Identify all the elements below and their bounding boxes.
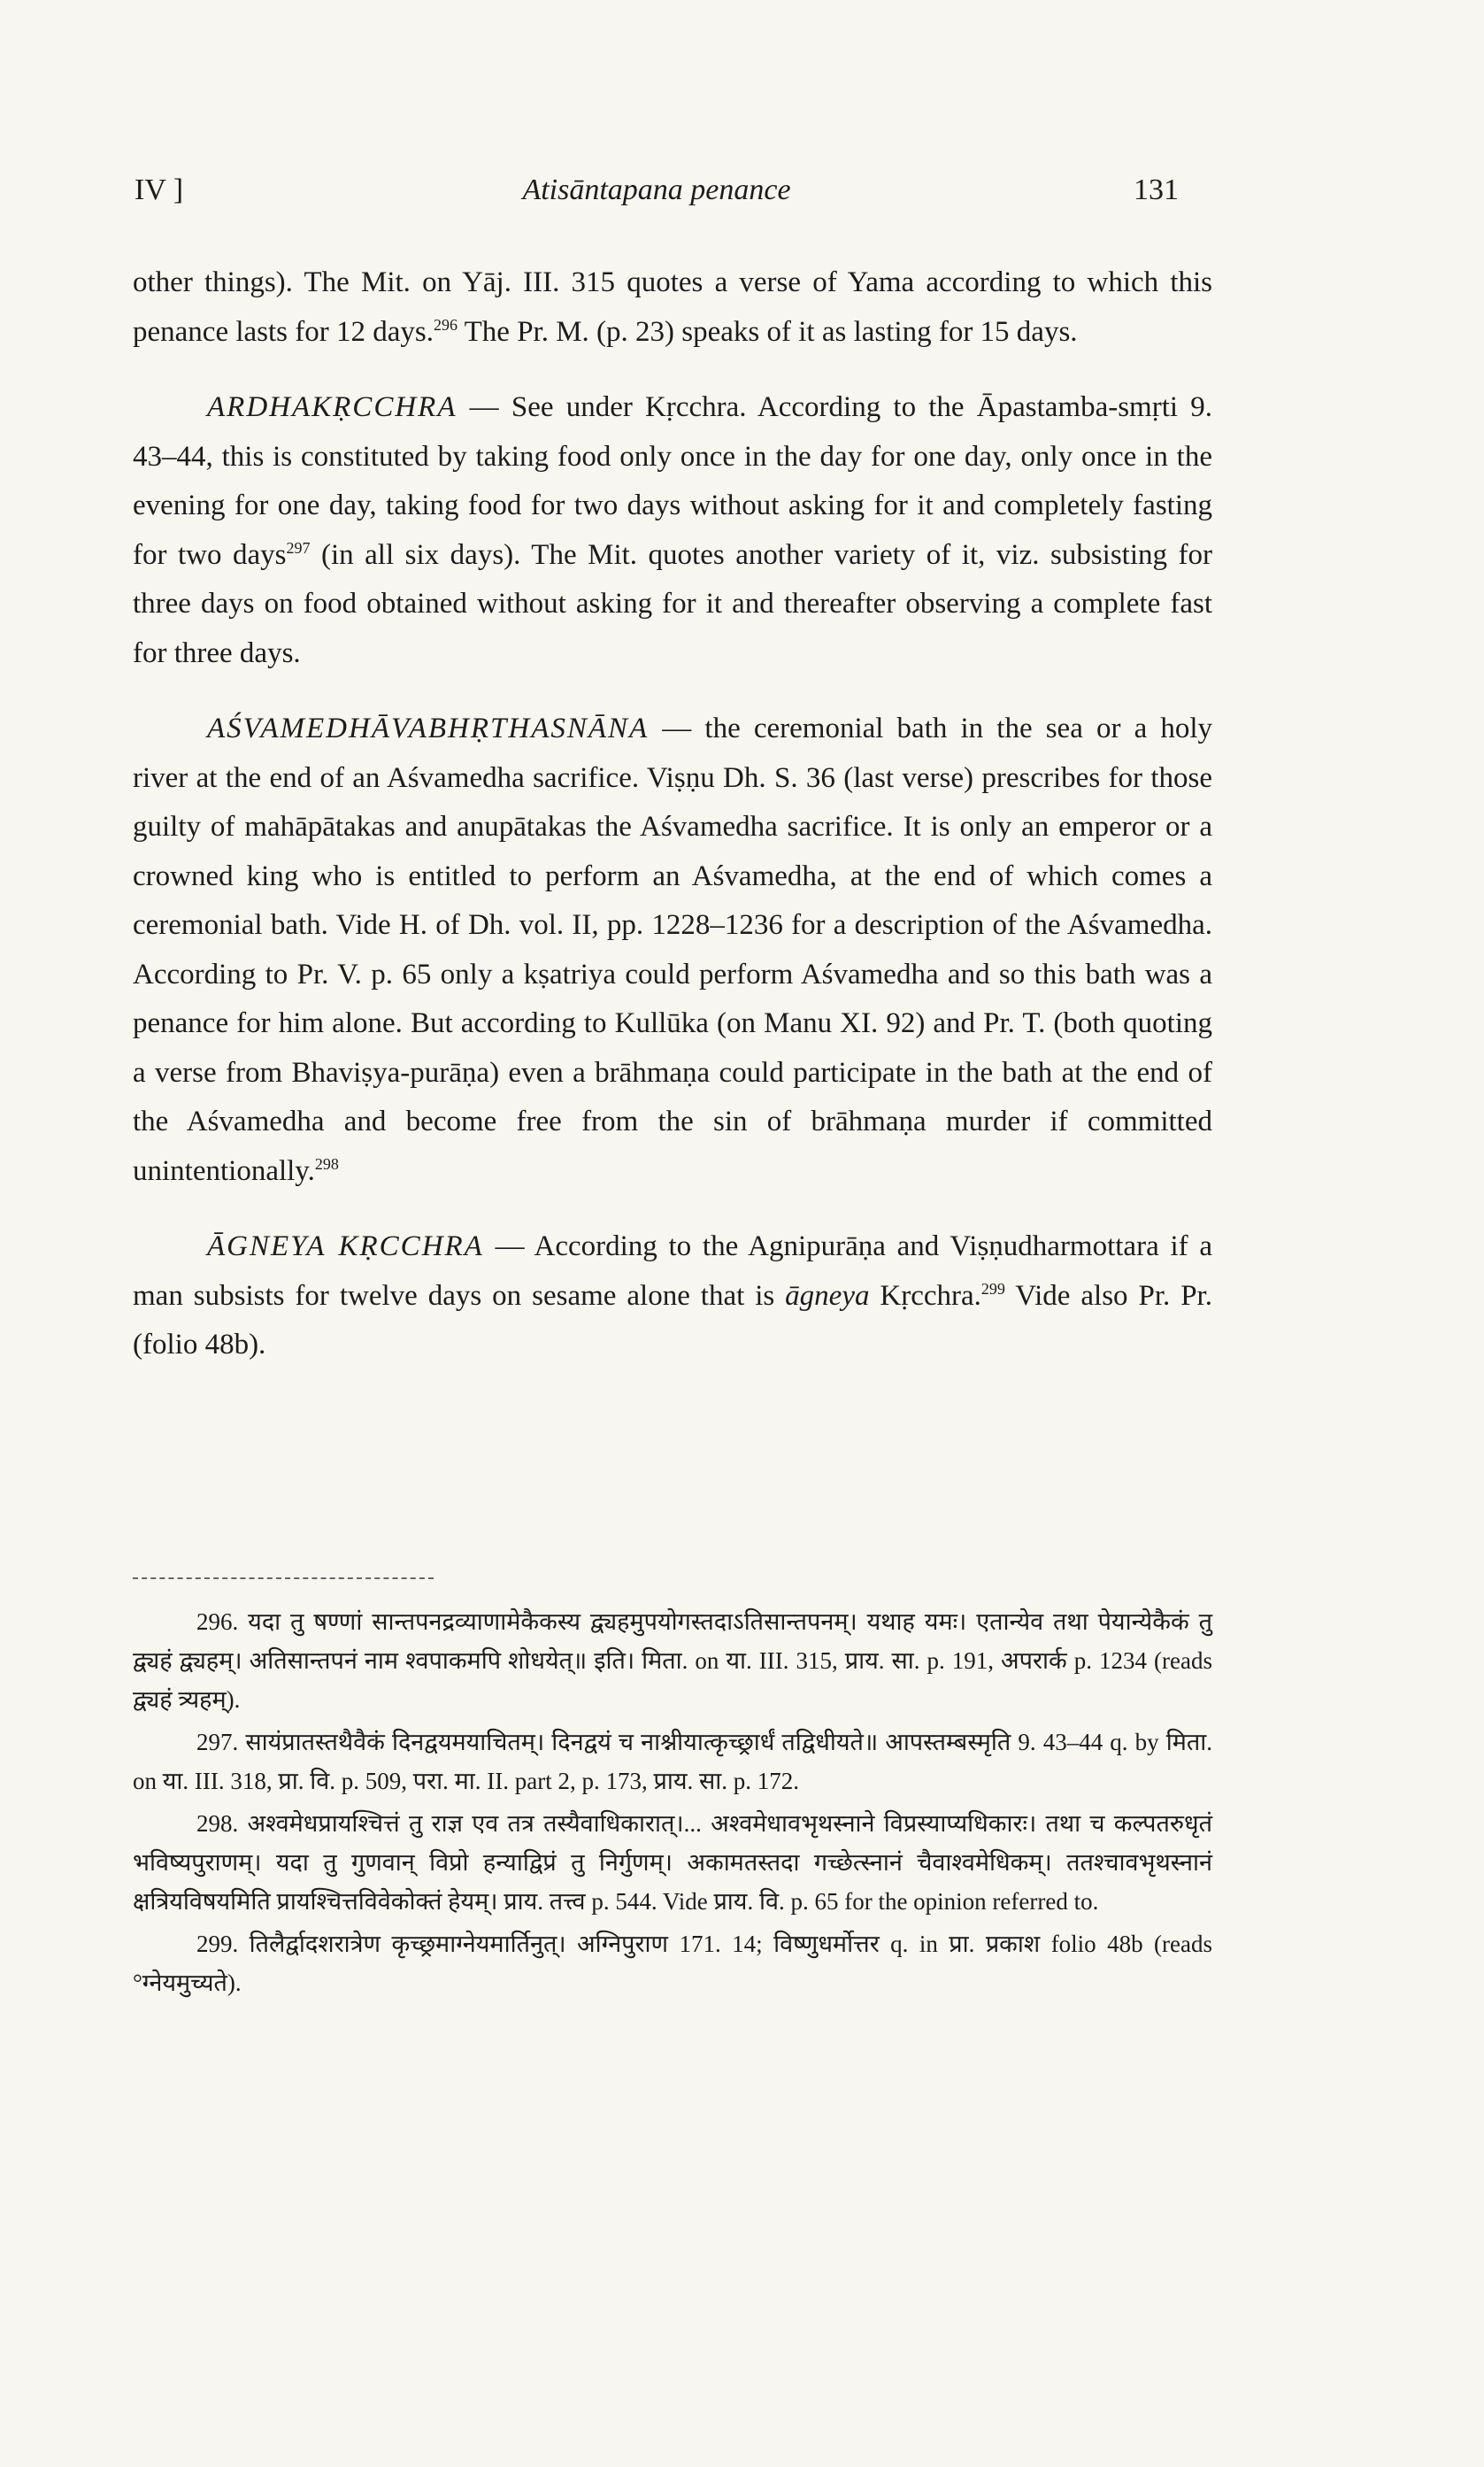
footnote-297: 297. सायंप्रातस्तथैवैकं दिनद्वयमयाचितम्। दिनद्वयं च नाश्नीयात्कृच्छ्रार्धं तद्विधीयते॥ आपस्तम्बस्मृति 9. 43–44 q. by मिता. on या. III. 318, प्रा. वि. p. 509, परा. मा. II. part 2, p. 173, प्राय. सा. p. 172. <box>133 1729 1212 1794</box>
main-text <box>133 258 1212 1370</box>
footnotes <box>133 1602 1212 2006</box>
paragraph-continued: other things). The Mit. on Yāj. III. 315 quotes a verse of Yama according to which this penance lasts for 12 days.$^{296}$ The Pr. M. (p. 23) speaks of it as lasting for 15 days. <box>133 266 1212 348</box>
entry-asvamedhavabhrthasnana: AŚVAMEDHĀVABHṚTHASNĀNA — the ceremonial bath in the sea or a holy river at the end of an Aśvamedha sacrifice. Viṣṇu Dh. S. 36 (last verse) prescribes for those guilty of mahāpātakas and anupātakas the Aśvamedha sacrifice. It is only an emperor or a crowned king who is entitled to perform an Aśvamedha, at the end of which comes a ceremonial bath. Vide H. of Dh. vol. II, pp. 1228–1236 for a description of the Aśvamedha. According to Pr. V. p. 65 only a kṣatriya could perform Aśvamedha and so this bath was a penance for him alone. But according to Kullūka (on Manu XI. 92) and Pr. T. (both quoting a verse from Bhaviṣya-purāṇa) even a brāhmaṇa could participate in the bath at the end of the Aśvamedha and become free from the sin of brāhmaṇa murder if committed unintentionally.$^{298}$ <box>133 713 1212 1187</box>
footnote-ref-298: 298 <box>314 1154 339 1173</box>
entry-ardhakrcchra: ARDHAKṚCCHRA — See under Kṛcchra. According to the Āpastamba-smṛti 9. 43–44, this is constituted by taking food only once in the day for one day, only once in the evening for one day, taking food for two days without asking for it and completely fasting for two days$^{297}$ (in all six days). The Mit. quotes another variety of it, viz. subsisting for three days on food obtained without asking for it and thereafter observing a complete fast for three days. <box>133 391 1212 669</box>
chapter-marker: IV ] <box>135 173 184 206</box>
entry-agneya-krcchra: ĀGNEYA KṚCCHRA — According to the Agnipurāṇa and Viṣṇudharmottara if a man subsists for twelve days on sesame alone that is āgneya Kṛcchra.$^{299}$ Vide also Pr. Pr. (folio 48b). <box>133 1230 1212 1361</box>
footnote-299: 299. तिलैर्द्वादशरात्रेण कृच्छ्रमाग्नेयमार्तिनुत्। अग्निपुराण 171. 14; विष्णुधर्मोत्तर q. in प्रा. प्रकाश folio 48b (reads °ग्नेयमुच्यते). <box>133 1931 1212 1996</box>
footnote-ref-297: 297 <box>286 538 311 557</box>
page-number: 131 <box>1134 173 1179 206</box>
entry-term: ĀGNEYA KṚCCHRA <box>207 1230 484 1262</box>
footnote-298: 298. अश्वमेधप्रायश्चित्तं तु राज्ञ एव तत्र तस्यैवाधिकारात्।... अश्वमेधावभृथस्नाने विप्रस्याप्यधिकारः। तथा च कल्पतरुधृतं भविष्यपुराणम्। यदा तु गुणवान् विप्रो हन्याद्विप्रं तु निर्गुणम्। अकामतस्तदा गच्छेत्स्नानं चैवाश्वमेधिकम्। ततश्चावभृथस्नानं क्षत्रियविषयमिति प्रायश्चित्तविवेकोक्तं हेयम्। प्राय. तत्त्व p. 544. Vide प्राय. वि. p. 65 for the opinion referred to. <box>133 1810 1212 1915</box>
entry-term: ARDHAKṚCCHRA <box>207 391 458 423</box>
footnote-296: 296. यदा तु षण्णां सान्तपनद्रव्याणामेकैकस्य द्व्यहमुपयोगस्तदाऽतिसान्तपनम्। यथाह यमः। एतान्येव तथा पेयान्येकैकं तु द्व्यहं द्व्यहम्। अतिसान्तपनं नाम श्वपाकमपि शोधयेत्॥ इति। मिता. on या. III. 315, प्राय. सा. p. 191, अपरार्क p. 1234 (reads द्व्यहं त्र्यहम्). <box>133 1608 1212 1713</box>
running-title: Atisāntapana penance <box>522 173 791 206</box>
entry-term: AŚVAMEDHĀVABHṚTHASNĀNA <box>207 713 650 744</box>
footnote-ref-296: 296 <box>433 315 458 334</box>
running-header <box>135 173 1179 218</box>
footnote-ref-299: 299 <box>980 1279 1005 1298</box>
footnote-divider <box>133 1577 434 1579</box>
